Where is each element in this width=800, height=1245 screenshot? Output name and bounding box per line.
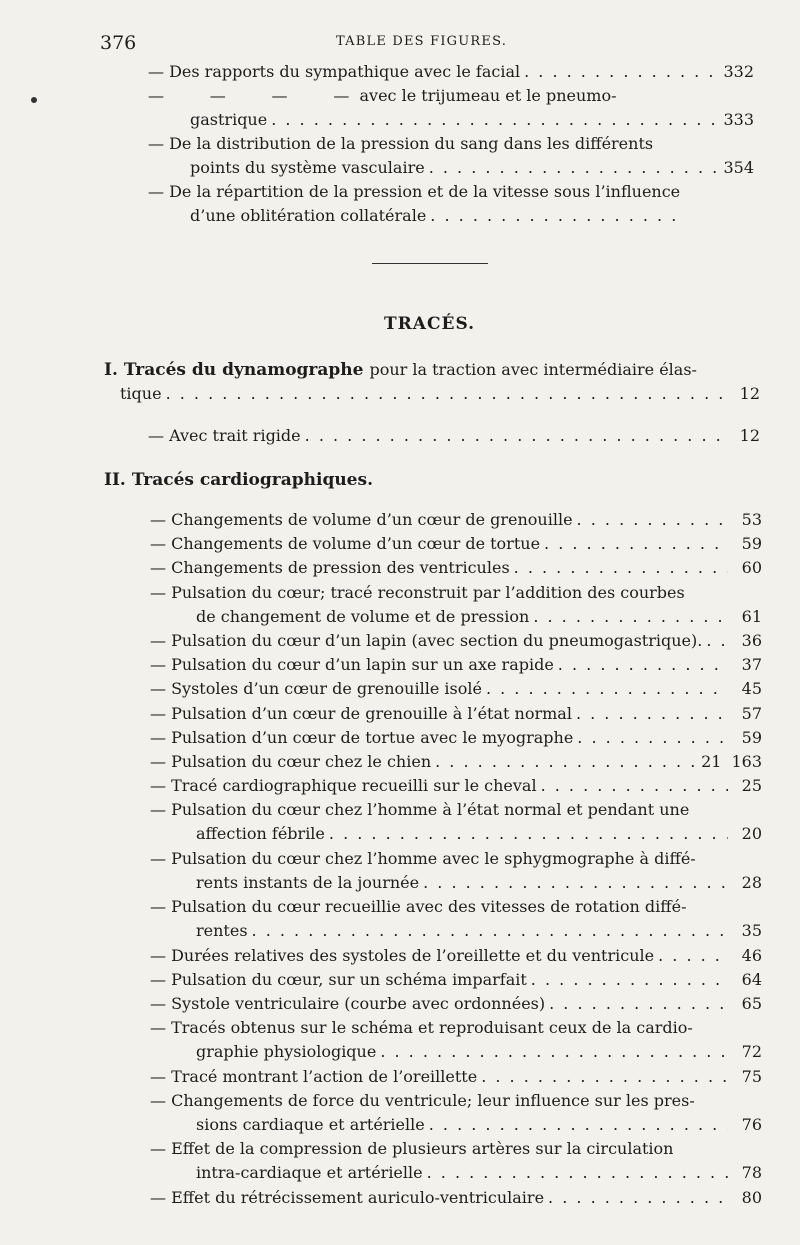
list-item: — De la répartition de la pression et de la vitesse sous l’influence d’une oblitération collatérale . . . <box>148 180 712 228</box>
list-item: — Pulsation du cœur, sur un schéma imparfait . . . 64 <box>150 968 762 992</box>
page-ref: 72 <box>741 1042 762 1062</box>
list-item: — Pulsation du cœur recueillie avec des vitesses de rotation diffé- rentes . . . 35 <box>150 895 762 943</box>
list-item: — Pulsation d’un cœur de tortue avec le myographe . . . 59 <box>150 726 762 750</box>
list-item: — Des rapports du sympathique avec le facial . . . 332 <box>148 60 754 84</box>
page-ref: 36 <box>741 631 762 650</box>
list-item: — Pulsation du cœur d’un lapin sur un axe rapide . . . 37 <box>150 653 762 677</box>
list-item: — Tracé montrant l’action de l’oreillette . . . 75 <box>150 1065 762 1089</box>
page-ref: 53 <box>741 510 762 529</box>
page-ref: 59 <box>741 727 762 747</box>
list-item: — De la distribution de la pression du sang dans les différents points du système vasculaire . . . 354 <box>148 132 754 180</box>
page-ref: 75 <box>741 1066 762 1086</box>
list-item: — Changements de volume d’un cœur de grenouille . . . 53 <box>150 508 762 532</box>
list-item: — Tracé cardiographique recueilli sur le cheval . . . 25 <box>150 774 762 798</box>
page-ref: 20 <box>741 824 762 844</box>
list-item: — Avec trait rigide . . . 12 <box>148 424 760 448</box>
section-numeral: I. <box>104 360 118 380</box>
section-heading-1: I. Tracés du dynamographe pour la traction avec intermédiaire élas- tique . . . 12 <box>104 358 760 406</box>
list-item: — Changements de pression des ventricules . . . 60 <box>150 556 762 580</box>
list-item: — Pulsation du cœur chez l’homme à l’état normal et pendant une affection fébrile . . . 20 <box>150 798 762 846</box>
page-ref: 21 <box>701 752 722 771</box>
page-ref: 45 <box>741 679 762 699</box>
list-item: — Pulsation du cœur chez l’homme avec le sphygmographe à diffé- rents instants de la journée . . . 28 <box>150 847 762 895</box>
page-ref: 61 <box>741 606 762 626</box>
list-item: — Effet du rétrécissement auriculo-ventriculaire . . . 80 <box>150 1186 762 1210</box>
divider <box>372 263 488 264</box>
list-item: — Changements de volume d’un cœur de tortue . . . 59 <box>150 532 762 556</box>
list-item: — — — — avec le trijumeau et le pneumo- gastrique . . . 333 <box>148 84 754 132</box>
section-heading: Tracés cardiographiques. <box>131 470 373 490</box>
running-title: TABLE DES FIGURES. <box>336 34 508 49</box>
page-ref: 65 <box>741 994 762 1013</box>
list-item: — Pulsation d’un cœur de grenouille à l’état normal . . . 57 <box>150 702 762 726</box>
page-ref: 46 <box>741 945 762 965</box>
list-item: — Pulsation du cœur; tracé reconstruit par l’addition des courbes de changement de volume et de pression . . . 61 <box>150 581 762 629</box>
page-ref: 35 <box>741 921 762 941</box>
page-ref: 64 <box>741 969 762 989</box>
page-header <box>0 26 800 56</box>
page-ref: 78 <box>741 1163 762 1183</box>
section-heading-2 <box>104 470 373 490</box>
list-item: — Durées relatives des systoles de l’oreillette et du ventricule . . . 46 <box>150 944 762 968</box>
list-item: — Tracés obtenus sur le schéma et reproduisant ceux de la cardio- graphie physiologique . . . 72 <box>150 1016 762 1064</box>
page-ref: 28 <box>741 872 762 892</box>
list-item: — Effet de la compression de plusieurs artères sur la circulation intra-cardiaque et artérielle . . . 78 <box>150 1137 762 1185</box>
page-ref: 60 <box>741 558 762 578</box>
section-title: TRACÉS. <box>384 314 476 334</box>
page-ref: 59 <box>741 534 762 554</box>
list-item: — Changements de force du ventricule; leur influence sur les pres- sions cardiaque et artérielle . . . 76 <box>150 1089 762 1137</box>
list-item: — Systoles d’un cœur de grenouille isolé . . . 45 <box>150 677 762 701</box>
section-heading: Tracés du dynamographe <box>123 360 364 380</box>
page-ref: 25 <box>741 776 762 796</box>
page-ref: 163 <box>731 752 762 771</box>
page-ref: 76 <box>741 1114 762 1134</box>
page-ref: 80 <box>741 1187 762 1207</box>
page-number: 376 <box>100 32 137 54</box>
ink-spot <box>31 97 37 103</box>
page-ref: 57 <box>741 703 762 723</box>
list-item: — Systole ventriculaire (courbe avec ordonnées) . . . 65 <box>150 992 762 1016</box>
page-ref: 37 <box>741 655 762 675</box>
section-numeral: II. <box>104 470 126 490</box>
list-item: — Pulsation du cœur d’un lapin (avec section du pneumogastrique). . . . 36 <box>150 629 762 653</box>
list-item: — Pulsation du cœur chez le chien . . . 21 163 <box>150 750 762 774</box>
